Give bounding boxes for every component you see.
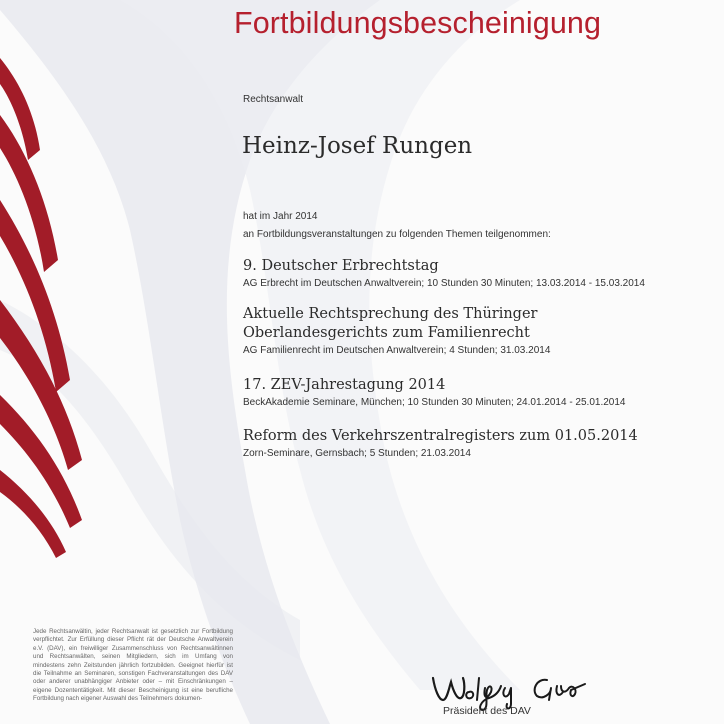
fine-print: Jede Rechtsanwältin, jeder Rechtsanwalt ist gesetzlich zur Fortbildung verpflichtet. Zur Erfüllung dieser Pflicht rät der Deutsche Anwaltverein e.V. (DAV), ein freiwilliger Zusammenschluss von Rechtsanwältinnen und Rechtsanwälten, seinen Mitgliedern, sich im Umfang von mindestens zehn Zeitstunden jährlich fortzubilden. Geeignet hierfür ist die Teilnahme an Seminaren, sonstigen Fachveranstaltungen des DAV oder anderer unabhängiger Anbieter oder – mit Einschränkungen – eigene Dozententätigkeit. Mit dieser Bescheinigung ist eine berufliche Fortbildung nach eigener Auswahl des Teilnehmers dokumen- <box>33 628 233 703</box>
intro-topics-line: an Fortbildungsveranstaltungen zu folgenden Themen teilgenommen: <box>243 229 551 240</box>
event-item <box>243 257 645 291</box>
event-title-continued: Oberlandesgerichts zum Familienrecht <box>243 325 530 341</box>
event-item <box>243 376 625 410</box>
event-detail: BeckAkademie Seminare, München; 10 Stunden 30 Minuten; 24.01.2014 - 25.01.2014 <box>243 397 626 408</box>
recipient-role: Rechtsanwalt <box>243 94 304 105</box>
intro-year-line: hat im Jahr 2014 <box>243 211 318 222</box>
event-title: 9. Deutscher Erbrechtstag <box>243 258 439 274</box>
event-title: 17. ZEV-Jahrestagung 2014 <box>243 377 446 393</box>
event-detail: Zorn-Seminare, Gernsbach; 5 Stunden; 21.03.2014 <box>243 448 471 459</box>
certificate-title: Fortbildungsbescheinigung <box>234 6 602 40</box>
event-title: Aktuelle Rechtsprechung des Thüringer <box>243 306 538 322</box>
event-detail: AG Familienrecht im Deutschen Anwaltverein; 4 Stunden; 31.03.2014 <box>243 345 551 356</box>
event-item <box>243 427 638 461</box>
event-detail: AG Erbrecht im Deutschen Anwaltverein; 10 Stunden 30 Minuten; 13.03.2014 - 15.03.2014 <box>243 278 645 289</box>
event-title: Reform des Verkehrszentralregisters zum 01.05.2014 <box>243 428 638 444</box>
signature-caption: Präsident des DAV <box>443 705 531 717</box>
recipient-name: Heinz-Josef Rungen <box>242 133 473 159</box>
event-item <box>243 305 550 358</box>
